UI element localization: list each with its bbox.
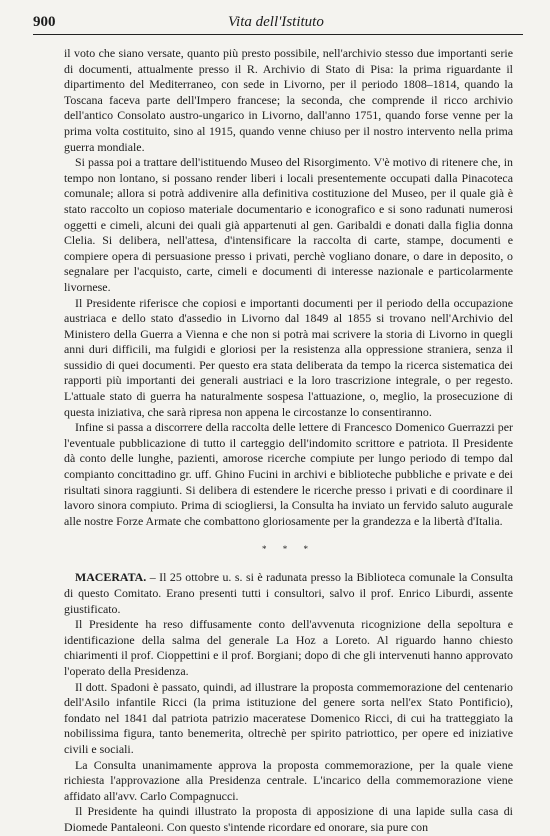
paragraph: La Consulta unanimamente approva la proposta commemorazione, per la quale viene richiesta l'approvazione alla Presidenza centrale. L'incarico della commemorazione viene affidato all'avv. Carlo Compagnucci. — [64, 757, 513, 803]
section-separator: * * * — [262, 544, 315, 555]
page-number: 900 — [33, 14, 56, 30]
page-body — [64, 46, 513, 836]
paragraph: Il Presidente ha quindi illustrato la proposta di apposizione di una lapide sulla casa di Diomede Pantaleoni. Con questo s'intende ricordare ed onorare, sia pure con — [64, 804, 513, 834]
paragraph: Il Presidente ha reso diffusamente conto dell'avvenuta ricognizione della sepoltura e identificazione della salma del generale La Hoz a Loreto. Al riguardo hanno chiesto chiarimenti il prof. Cioppettini e il prof. Borgiani; dopo di che gli intervenuti hanno approvato l'operato della Presidenza. — [64, 617, 513, 678]
page-header — [33, 14, 523, 35]
paragraph — [64, 570, 513, 617]
paragraph: Il dott. Spadoni è passato, quindi, ad illustrare la proposta commemorazione del centenario dell'Asilo infantile Ricci (la prima istituzione del genere sorta nell'ex Stato Pontificio), fondato nel 1841 dal patriota patrizio maceratese Domenico Ricci, di cui ha tratteggiato la nobilissima figura, tanto benemerita, oltrechè per spirito patriottico, per opere ed iniziative civili e sociali. — [64, 679, 513, 756]
paragraph-text: – Il 25 ottobre u. s. si è radunata presso la Biblioteca comunale la Consulta di questo Comitato. Erano presenti tutti i consultori, salvo il prof. Enrico Liburdi, assente giustificato. — [64, 570, 513, 616]
running-title: Vita dell'Istituto — [228, 14, 324, 30]
paragraph: Il Presidente riferisce che copiosi e importanti documenti per il periodo della occupazione austriaca e dello stato d'assedio in Livorno dal 1849 al 1855 si trovano nell'Archivio del Ministero della Guerra a Vienna e che non si potrà mai scrivere la storia di Livorno in quegli anni duri difficili, ma fulgidi e gloriosi per la resistenza alla oppressione straniera, senza il sussidio di quei documenti. Per questo era stata deliberata da tempo la ricerca sistematica dei rapporti più importanti dei generali austriaci e la loro trascrizione integrale, o per regesto. L'attuale stato di guerra ha naturalmente sospesa l'attuazione, o, meglio, la prosecuzione di questa iniziativa, che sarà ripresa non appena le circostanze lo consentiranno. — [64, 295, 513, 419]
paragraph: Infine si passa a discorrere della raccolta delle lettere di Francesco Domenico Guerrazzi per l'eventuale pubblicazione di tutto il carteggio dell'indomito scrittore e patriota. Il Presidente dà conto delle lunghe, pazienti, amorose ricerche compiute per lungo periodo di tempo dal compianto concittadino gr. uff. Ghino Fucini in archivi e biblioteche pubbliche e private e dei risultati sinora raggiunti. Si delibera di estendere le ricerche presso i privati e di coordinare il lavoro sinora compiuto. Prima di sciogliersi, la Consulta ha inviato un fervido saluto augurale alle nostre Forze Armate che combattono gloriosamente per la grandezza e la libertà d'Italia. — [64, 420, 513, 528]
paragraph: il voto che siano versate, quanto più presto possibile, nell'archivio stesso due importanti serie di documenti, attualmente presso il R. Archivio di Stato di Pisa: la prima riguardante il dipartimento del Mediterraneo, con sede in Livorno, per il periodo 1808–1814, quando la Toscana faceva parte dell'Impero francese; la seconda, che comprende il ricco archivio dell'antico Consolato austro-ungarico in Livorno, dall'anno 1751, quando forse venne per la prima volta costituito, sino al 1915, quando venne chiuso per il nostro intervento nella prima guerra mondiale. — [64, 46, 513, 154]
city-heading: MACERATA. — [75, 570, 147, 585]
paragraph: Si passa poi a trattare dell'istituendo Museo del Risorgimento. V'è motivo di ritenere che, in tempo non lontano, si possano render liberi i locali presentemente occupati dalla Pinacoteca comunale; allora si potrà addivenire alla definitiva costituzione del Museo, per il quale già è stato raccolto un copioso materiale documentario e iconografico e si sono radunati numerosi oggetti e cimeli, alcuni dei quali già appartenuti al gen. Garibaldi e donati dalla figlia donna Clelia. Si delibera, nell'attesa, d'intensificare la raccolta di carte, stampe, documenti e compiere opera di persuasione presso i privati, perchè vogliano donare, o dare in deposito, o segnalare per l'acquisto, carte, cimeli e documenti di interesse nazionale e particolarmente livornese. — [64, 155, 513, 294]
